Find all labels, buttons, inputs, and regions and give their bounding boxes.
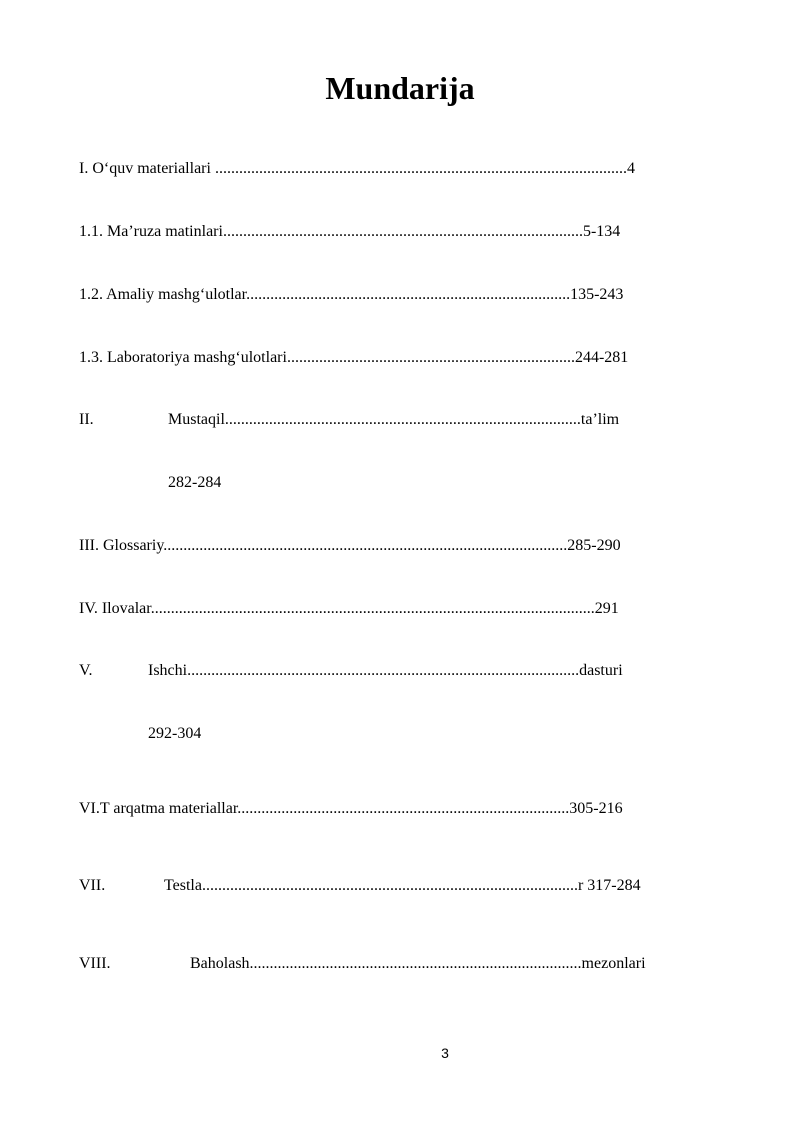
toc-entry-laboratoriya-mashgulotlari: 1.3. Laboratoriya mashg‘ulotlari........................................................................244-281 bbox=[79, 349, 629, 366]
toc-label-ii: II. bbox=[79, 411, 94, 428]
page-number: 3 bbox=[441, 1045, 449, 1061]
toc-entry-maruza-matinlari: 1.1. Ma’ruza matinlari..........................................................................................5-134 bbox=[79, 223, 621, 240]
toc-label-v: V. bbox=[79, 662, 93, 679]
toc-entry-oquv-materiallari: I. O‘quv materiallari .......................................................................................................4 bbox=[79, 160, 635, 177]
toc-entry-testlar: Testla..............................................................................................r 317-284 bbox=[164, 877, 641, 894]
toc-label-viii: VIII. bbox=[79, 955, 111, 972]
toc-entry-tarqatma-materiallar: VI.T arqatma materiallar...................................................................................305-216 bbox=[79, 800, 623, 817]
toc-entry-amaliy-mashgulotlar: 1.2. Amaliy mashg‘ulotlar.................................................................................135-243 bbox=[79, 286, 624, 303]
toc-entry-glossariy: III. Glossariy.....................................................................................................285-290 bbox=[79, 537, 621, 554]
toc-entry-baholash-mezonlari: Baholash...................................................................................mezonlari bbox=[190, 955, 646, 972]
page-title: Mundarija bbox=[325, 70, 475, 106]
toc-entry-ishchi-dasturi-pages: 292-304 bbox=[148, 725, 202, 742]
toc-entry-mustaqil-talim-pages: 282-284 bbox=[168, 474, 222, 491]
toc-label-vii: VII. bbox=[79, 877, 106, 894]
toc-entry-ilovalar: IV. Ilovalar...............................................................................................................291 bbox=[79, 600, 619, 617]
toc-entry-mustaqil-talim: Mustaqil.........................................................................................ta’lim bbox=[168, 411, 620, 428]
toc-entry-ishchi-dasturi: Ishchi..................................................................................................dasturi bbox=[148, 662, 623, 679]
